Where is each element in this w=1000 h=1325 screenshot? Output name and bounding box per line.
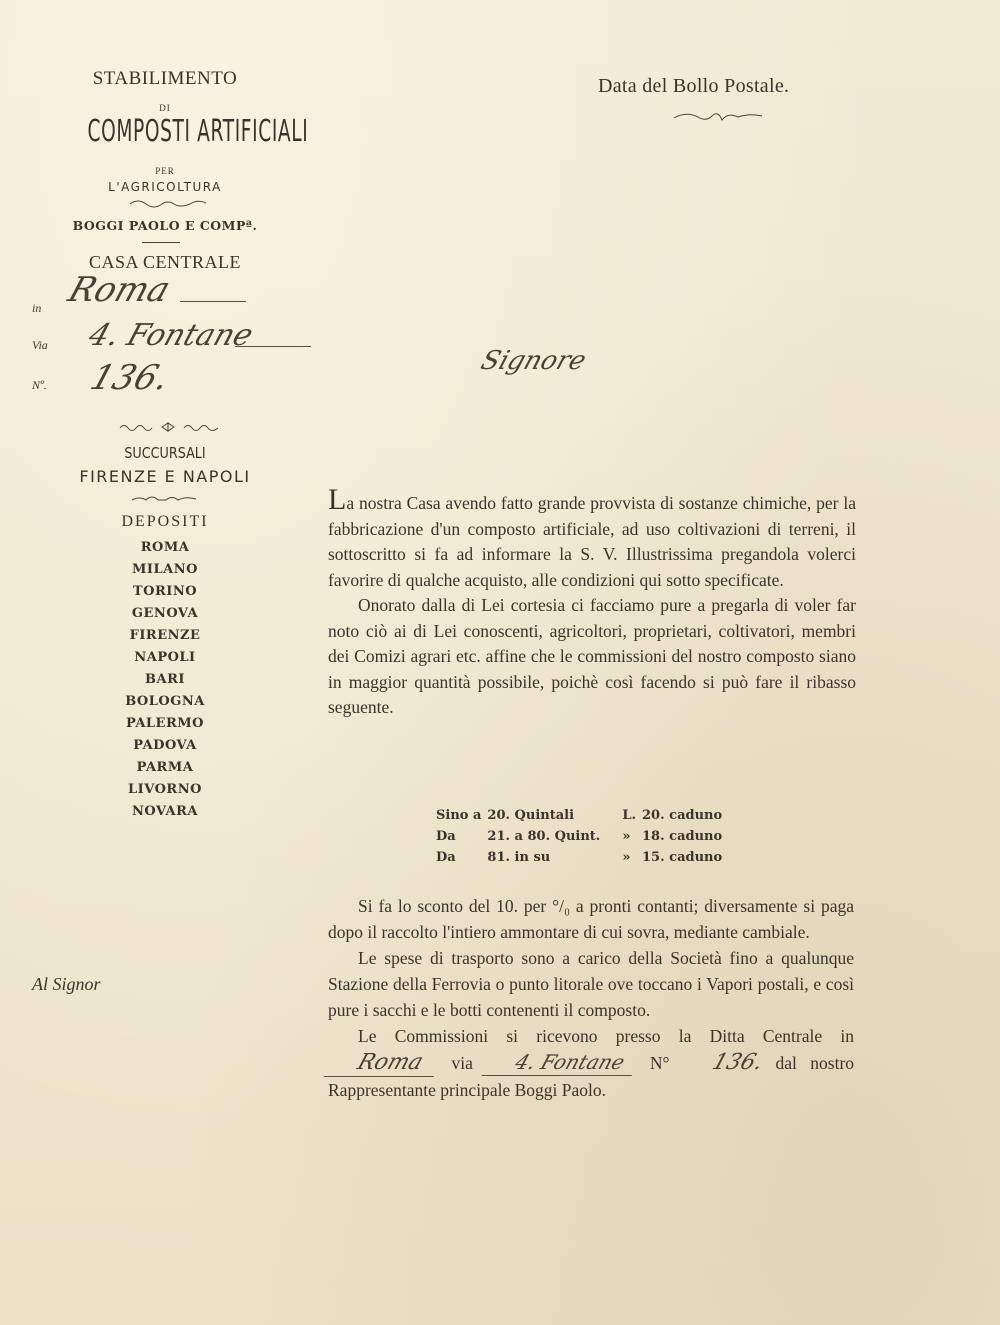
letterhead-title: STABILIMENTO bbox=[92, 68, 238, 89]
list-item: TORINO bbox=[132, 584, 198, 599]
postmark-date-label: Data del Bollo Postale. bbox=[598, 75, 790, 97]
price-from: Da bbox=[436, 829, 456, 844]
list-item: PARMA bbox=[136, 760, 194, 775]
list-item: NAPOLI bbox=[134, 650, 196, 665]
company-name: BOGGI PAOLO E COMPª. bbox=[72, 218, 258, 233]
paragraph: Le spese di trasporto sono a carico della Società fino a qualunque Stazione della Ferrovia o punto litorale ove toccano i Vapori postali, e così pure i sacchi e le botti contenenti il composto. bbox=[328, 948, 854, 1020]
price-symbol: » bbox=[622, 829, 631, 844]
list-item: PADOVA bbox=[133, 738, 197, 753]
price-qty: 81. in su bbox=[487, 850, 551, 865]
list-item: BARI bbox=[145, 672, 185, 687]
list-item: NOVARA bbox=[131, 804, 199, 819]
price-value: 20. caduno bbox=[642, 808, 723, 823]
price-qty: 21. a 80. Quint. bbox=[487, 829, 601, 844]
table-row bbox=[436, 826, 728, 847]
field-value-city: Roma bbox=[63, 270, 176, 310]
paragraph: Si fa lo sconto del 10. per °/₀ a pronti contanti; diversamente si paga dopo il raccolto l'intiero ammontare di cui sovra, mediante cambiale. bbox=[328, 896, 854, 942]
flourish-ornament bbox=[672, 108, 764, 126]
field-label-numero: Nº. bbox=[32, 378, 47, 392]
list-item: ROMA bbox=[140, 540, 190, 555]
price-from: Da bbox=[436, 850, 456, 865]
letter-body bbox=[328, 483, 856, 721]
list-item: LIVORNO bbox=[128, 782, 202, 797]
paragraph-text: a nostra Casa avendo fatto grande provvista di sostanze chimiche, per la fabbricazione d'un composto artificiale, ad uso coltivazioni di terreni, il sottoscritto si fa ad informare la S. V. Illustrissima pregandola volerci favorire di qualche acquisto, alle condizioni qui sotto specificate. bbox=[328, 493, 856, 590]
numero-label: N° bbox=[649, 1053, 670, 1073]
price-value: 15. caduno bbox=[642, 850, 723, 865]
letter-body-continued bbox=[328, 893, 854, 1103]
field-label-city: in bbox=[32, 301, 42, 315]
price-table bbox=[436, 805, 728, 868]
depositi-list bbox=[40, 537, 290, 823]
paragraph bbox=[328, 1023, 854, 1103]
salutation: Signore bbox=[477, 346, 590, 376]
handwritten-number: 136. bbox=[709, 1050, 767, 1075]
flourish-ornament bbox=[118, 420, 222, 434]
field-value-numero: 136. bbox=[85, 358, 175, 398]
price-qty: 20. Quintali bbox=[487, 808, 575, 823]
price-value: 18. caduno bbox=[642, 829, 723, 844]
field-label-via: Via bbox=[32, 338, 48, 352]
paragraph-text: dal nostro Rappresentante principale Boggi Paolo. bbox=[328, 1053, 855, 1100]
letterhead-product: COMPOSTI ARTIFICIALI bbox=[87, 114, 309, 149]
list-item: PALERMO bbox=[126, 716, 204, 731]
paragraph-text: Le Commissioni si ricevono presso la Ditta Centrale in bbox=[358, 1026, 854, 1046]
field-line-city bbox=[180, 301, 246, 302]
price-symbol: L. bbox=[622, 808, 637, 823]
handwritten-street: 4. Fontane bbox=[482, 1049, 641, 1076]
casa-centrale-label: CASA CENTRALE bbox=[88, 252, 241, 272]
letterhead-di: DI bbox=[159, 103, 171, 113]
price-symbol: » bbox=[622, 850, 631, 865]
price-from: Sino a bbox=[436, 808, 482, 823]
list-item: MILANO bbox=[132, 562, 198, 577]
succursali-label: SUCCURSALI bbox=[124, 444, 206, 462]
letterhead-agricoltura: L'AGRICOLTURA bbox=[108, 180, 222, 194]
addressee-label: Al Signor bbox=[32, 974, 101, 994]
paragraph: Onorato dalla di Lei cortesia ci facciamo pure a pregarla di voler far noto ciò ai di Lei conoscenti, agricoltori, proprietari, coltivatori, membri dei Comizi agrari etc. affine che le commissioni del nostro composto siano in maggior quantità possibile, poichè così facendo si può fare il ribasso seguente. bbox=[328, 595, 856, 717]
field-value-via: 4. Fontane bbox=[84, 318, 258, 353]
letterhead-per: PER bbox=[155, 166, 175, 176]
list-item: GENOVA bbox=[131, 606, 199, 621]
table-row bbox=[436, 805, 728, 826]
table-row bbox=[436, 847, 728, 868]
list-item: FIRENZE bbox=[129, 628, 201, 643]
list-item: BOLOGNA bbox=[125, 694, 205, 709]
handwritten-city: Roma bbox=[324, 1050, 443, 1077]
flourish-ornament bbox=[130, 492, 200, 504]
paragraph bbox=[328, 483, 856, 593]
drop-cap: L bbox=[328, 483, 347, 516]
depositi-label: DEPOSITI bbox=[121, 513, 209, 530]
succursali-cities: FIRENZE E NAPOLI bbox=[79, 467, 251, 486]
flourish-ornament bbox=[128, 196, 208, 210]
divider bbox=[142, 242, 180, 243]
via-label: via bbox=[451, 1053, 473, 1073]
